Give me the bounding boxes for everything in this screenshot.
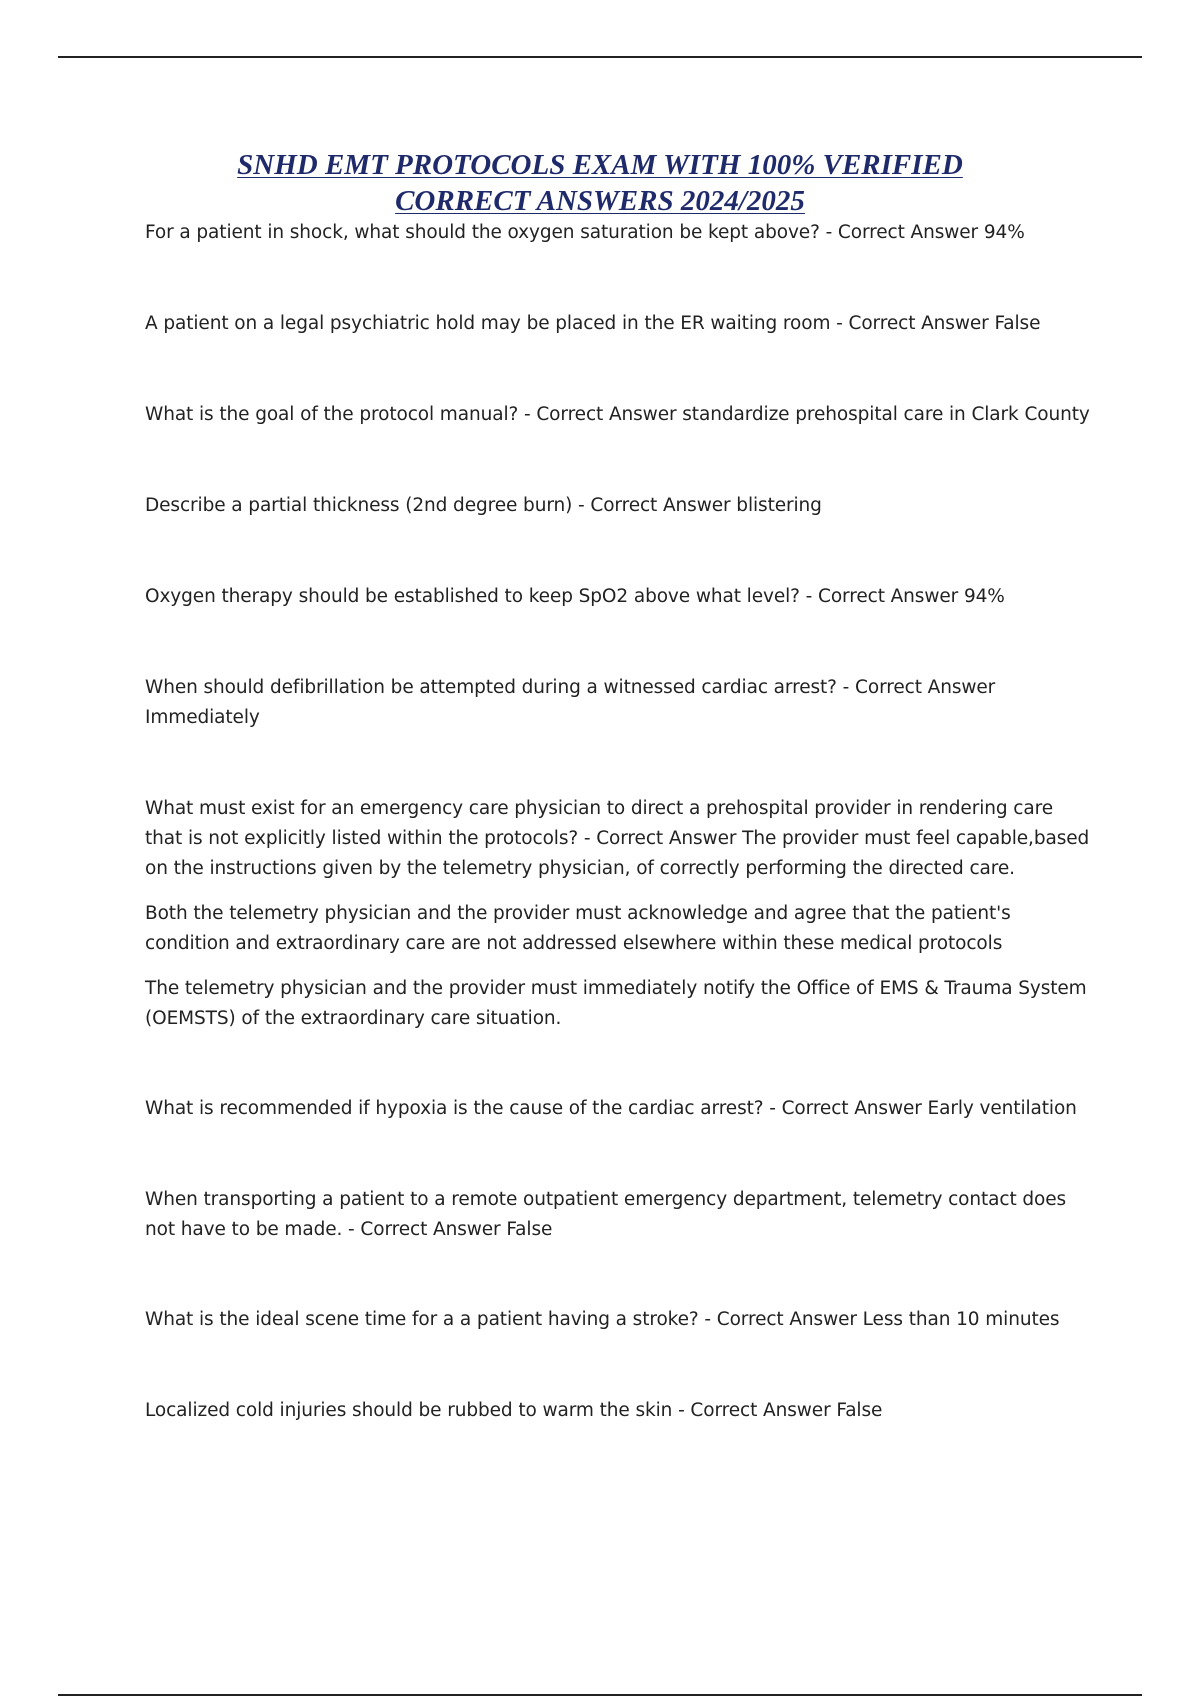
title-line-1: SNHD EMT PROTOCOLS EXAM WITH 100% VERIFIED	[237, 149, 963, 181]
qa-item-7-note-1: Both the telemetry physician and the provider must acknowledge and agree that the patient's condition and extraordinary care are not addressed elsewhere within these medical protocols	[145, 903, 1011, 954]
title-line-2: CORRECT ANSWERS 2024/2025	[395, 185, 805, 217]
qa-item-3: What is the goal of the protocol manual? - Correct Answer standardize prehospital care in Clark County	[145, 404, 1090, 425]
page-title	[145, 147, 1055, 219]
qa-item-5: Oxygen therapy should be established to keep SpO2 above what level? - Correct Answer 94%	[145, 586, 1005, 607]
qa-item-6: When should defibrillation be attempted during a witnessed cardiac arrest? - Correct Answer Immediately	[145, 677, 996, 728]
qa-item-1: For a patient in shock, what should the oxygen saturation be kept above? - Correct Answer 94%	[145, 222, 1025, 243]
qa-item-10: What is the ideal scene time for a a patient having a stroke? - Correct Answer Less than 10 minutes	[145, 1309, 1060, 1330]
qa-item-2: A patient on a legal psychiatric hold may be placed in the ER waiting room - Correct Answer False	[145, 313, 1041, 334]
qa-item-7-note-2: The telemetry physician and the provider must immediately notify the Office of EMS & Trauma System (OEMSTS) of the extraordinary care situation.	[145, 978, 1087, 1029]
qa-item-7: What must exist for an emergency care physician to direct a prehospital provider in rendering care that is not explicitly listed within the protocols? - Correct Answer The provider must feel capable,based on the instructions given by the telemetry physician, of correctly performing the directed care.	[145, 798, 1090, 879]
qa-item-9: When transporting a patient to a remote outpatient emergency department, telemetry contact does not have to be made. - Correct Answer False	[145, 1189, 1067, 1240]
bottom-rule	[58, 1694, 1142, 1696]
qa-item-4: Describe a partial thickness (2nd degree burn) - Correct Answer blistering	[145, 495, 822, 516]
qa-item-8: What is recommended if hypoxia is the cause of the cardiac arrest? - Correct Answer Early ventilation	[145, 1098, 1077, 1119]
qa-item-11: Localized cold injuries should be rubbed to warm the skin - Correct Answer False	[145, 1400, 883, 1421]
top-rule	[58, 56, 1142, 58]
